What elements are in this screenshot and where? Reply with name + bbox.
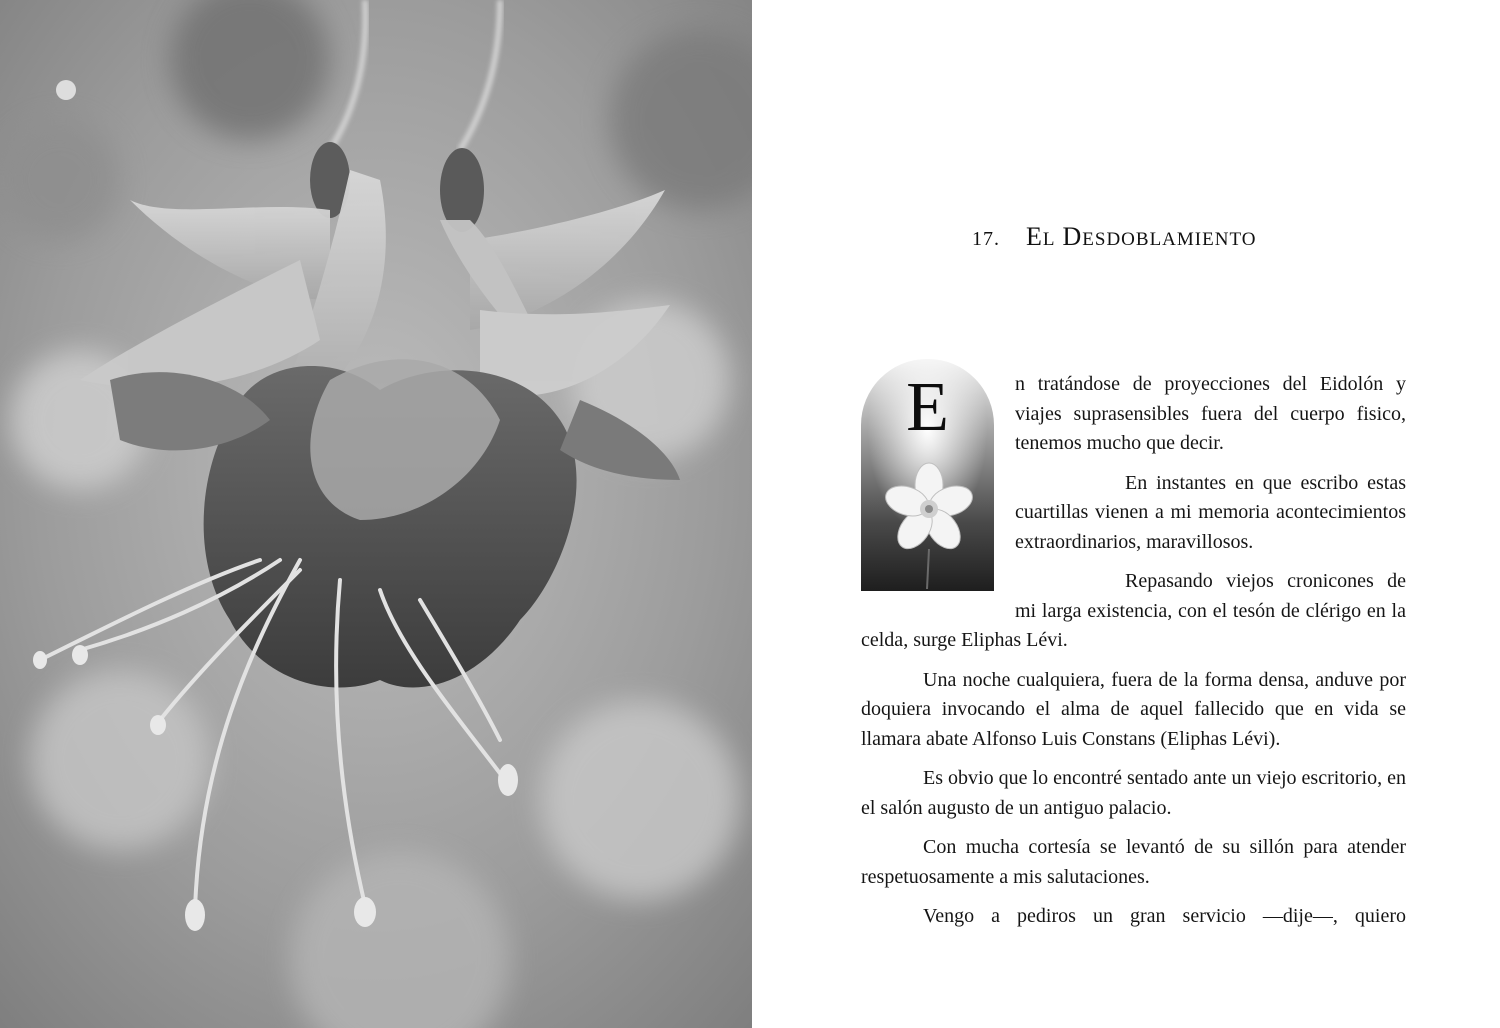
paragraph-6: Con mucha cortesía se levantó de su sillón para atender respetuosamente a mis salutaciones. — [861, 836, 1406, 888]
dropcap-letter: E — [906, 369, 949, 446]
chapter-body — [861, 370, 1406, 932]
text-page — [752, 0, 1500, 1028]
chapter-heading: 17. EL DESDOBLAMIENTO — [972, 222, 1257, 251]
paragraph-5: Es obvio que lo encontré sentado ante un viejo escritorio, en el salón augusto de un antiguo palacio. — [861, 767, 1406, 819]
chapter-number: 17. — [972, 228, 1000, 250]
paragraph-1: n tratándose de proyecciones del Eidolón y viajes suprasensibles fuera del cuerpo fisico, tenemos mucho que decir. — [1015, 373, 1406, 454]
paragraph-3: Repasando viejos cronicones de mi larga existencia, con el tesón de clérigo en la celda, surge Eliphas Lévi. — [861, 570, 1406, 651]
paragraph-4: Una noche cualquiera, fuera de la forma densa, anduve por doquiera invocando el alma de aquel fallecido que en vida se llamara abate Alfonso Luis Constans (Eliphas Lévi). — [861, 668, 1406, 750]
paragraph-7: Vengo a pediros un gran servicio —dije—, quiero — [923, 905, 1406, 927]
dropcap-spacer — [861, 370, 1015, 602]
paragraph-2: En instantes en que escribo estas cuartillas vienen a mi memoria acontecimientos extraordinarios, maravillosos. — [1015, 471, 1406, 553]
